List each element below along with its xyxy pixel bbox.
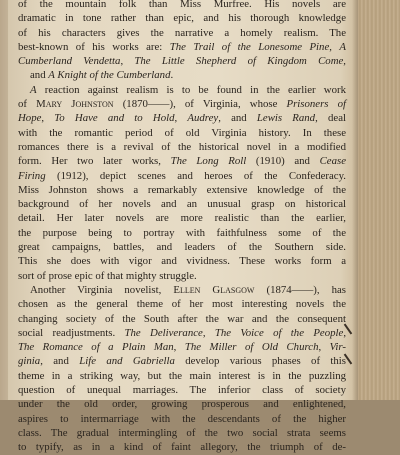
- text-line: sort of prose epic of that mighty struggle.: [18, 269, 197, 282]
- text-line: A reaction against realism is to be found in the earlier work: [30, 83, 346, 96]
- text-line: class. The gradual intermingling of the two social strata seems: [18, 426, 346, 439]
- text-line: Firing (1912), depict scenes and heroes of the Confederacy.: [18, 169, 346, 182]
- text-line: social readjustments. The Deliverance, The Voice of the People,: [18, 326, 347, 339]
- text-line: form. Her two later works, The Long Roll (1910) and Cease: [18, 155, 346, 168]
- text-line: Another Virginia novelist, Ellen Glasgow (1874——), has: [30, 283, 346, 296]
- text-line: This she does with vigor and vividness. These works form a: [18, 255, 346, 268]
- text-line: and A Knight of the Cumberland.: [30, 69, 174, 82]
- text-line: dramatic in tone rather than epic, and his thorough knowledge: [18, 12, 346, 25]
- text-line: best-known of his works are: The Trail of the Lonesome Pine, A: [18, 40, 346, 53]
- text-line: with the romantic period of old Virginia history. In these: [18, 126, 346, 139]
- text-line: chosen as the general theme of her most interesting novels the: [18, 298, 346, 311]
- text-line: Miss Johnston shows a remarkably extensive knowledge of the: [18, 183, 346, 196]
- text-line: detail. Her later novels are more realistic than the earlier,: [18, 212, 346, 225]
- text-line: ginia, and Life and Gabriella develop various phases of this: [18, 355, 346, 368]
- text-line: romances there is a revival of the historical novel in a modified: [18, 140, 346, 153]
- text-line: The Romance of a Plain Man, The Miller of Old Church, Vir-: [18, 341, 347, 354]
- page-text: [18, 0, 346, 455]
- text-line: of his characters gives the narrative a homely realism. The: [18, 26, 346, 39]
- page-stack-edge: [358, 0, 400, 400]
- text-line: aspires to intermarriage with the descendants of the higher: [18, 412, 346, 425]
- text-line: theme in a striking way, but the main interest is in the puzzling: [18, 369, 346, 382]
- text-line: great campaigns, battles, and leaders of the Southern side.: [18, 241, 346, 254]
- text-line: of the mountain folk than Miss Murfree. His novels are: [18, 0, 346, 10]
- text-line: the purpose being to portray with faithfulness some of the: [18, 226, 346, 239]
- text-line: of Mary Johnston (1870——), of Virginia, whose Prisoners of: [18, 98, 346, 111]
- text-line: to typify, as in a kind of faint allegory, the triumph of de-: [18, 441, 346, 454]
- text-line: background of her novels and an unusual grasp on historical: [18, 198, 346, 211]
- text-line: under the old order, growing prosperous and enlightened,: [18, 398, 346, 411]
- text-line: question of unequal marriages. The inferior class of society: [18, 384, 346, 397]
- text-line: Hope, To Have and to Hold, Audrey, and Lewis Rand, deal: [18, 112, 346, 125]
- text-line: Cumberland Vendetta, The Little Shepherd of Kingdom Come,: [18, 55, 346, 68]
- text-line: changing society of the South after the war and the consequent: [18, 312, 346, 325]
